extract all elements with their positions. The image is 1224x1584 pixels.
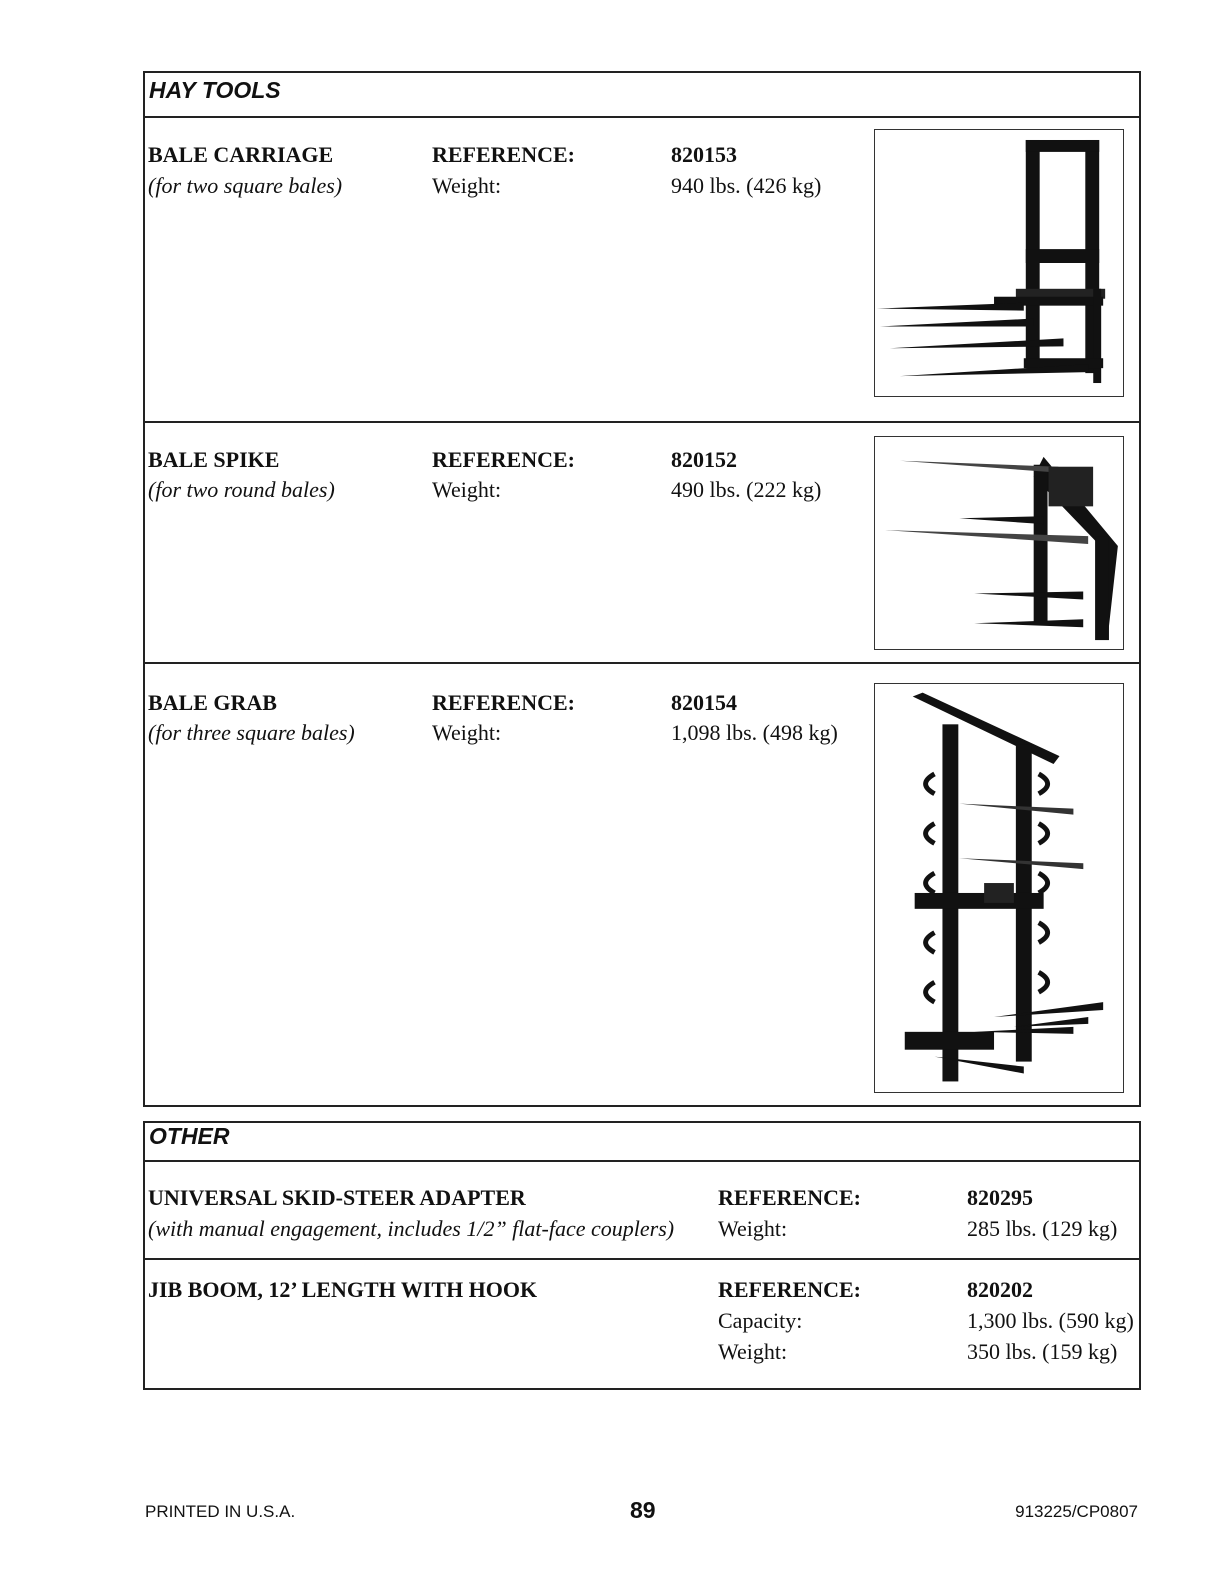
bale-carriage-weight-label: Weight:	[432, 173, 502, 198]
bale-grab-name: BALE GRAB	[148, 690, 277, 715]
bale-carriage-subtitle: (for two square bales)	[148, 173, 343, 198]
divider	[145, 421, 1139, 423]
bale-spike-ref-label: REFERENCE:	[432, 447, 576, 472]
bale-carriage-weight-value: 940 lbs. (426 kg)	[671, 173, 822, 198]
divider	[145, 662, 1139, 664]
other-section	[143, 1121, 1141, 1390]
bale-grab-ref-label: REFERENCE:	[432, 690, 576, 715]
divider	[145, 116, 1139, 118]
bale-grab-illustration	[875, 684, 1123, 1092]
footer-doc-code: 913225/CP0807	[1015, 1502, 1138, 1521]
page-number: 89	[630, 1497, 656, 1523]
divider	[145, 1160, 1139, 1162]
bale-grab-subtitle: (for three square bales)	[148, 720, 355, 745]
bale-spike-ref-value: 820152	[671, 447, 737, 472]
skid-steer-adapter-weight-label: Weight:	[718, 1216, 788, 1241]
bale-grab-weight-label: Weight:	[432, 720, 502, 745]
bale-carriage-ref-value: 820153	[671, 142, 737, 167]
skid-steer-adapter-weight-value: 285 lbs. (129 kg)	[967, 1216, 1118, 1241]
jib-boom-ref-value: 820202	[967, 1277, 1033, 1302]
jib-boom-weight-value: 350 lbs. (159 kg)	[967, 1339, 1118, 1364]
bale-carriage-name: BALE CARRIAGE	[148, 142, 334, 167]
footer-printed: PRINTED IN U.S.A.	[145, 1502, 296, 1521]
other-title: OTHER	[149, 1123, 230, 1149]
bale-spike-weight-value: 490 lbs. (222 kg)	[671, 477, 822, 502]
jib-boom-ref-label: REFERENCE:	[718, 1277, 862, 1302]
bale-spike-subtitle: (for two round bales)	[148, 477, 335, 502]
skid-steer-adapter-ref-label: REFERENCE:	[718, 1185, 862, 1210]
bale-spike-name: BALE SPIKE	[148, 447, 280, 472]
skid-steer-adapter-subtitle: (with manual engagement, includes 1/2” flat-face couplers)	[148, 1216, 675, 1241]
divider	[145, 1258, 1139, 1260]
skid-steer-adapter-ref-value: 820295	[967, 1185, 1033, 1210]
bale-grab-ref-value: 820154	[671, 690, 737, 715]
jib-boom-capacity-label: Capacity:	[718, 1308, 803, 1333]
bale-grab-weight-value: 1,098 lbs. (498 kg)	[671, 720, 838, 745]
jib-boom-capacity-value: 1,300 lbs. (590 kg)	[967, 1308, 1134, 1333]
jib-boom-name: JIB BOOM, 12’ LENGTH WITH HOOK	[148, 1277, 538, 1302]
jib-boom-weight-label: Weight:	[718, 1339, 788, 1364]
bale-carriage-image	[874, 129, 1124, 397]
bale-spike-image	[874, 436, 1124, 650]
skid-steer-adapter-name: UNIVERSAL SKID-STEER ADAPTER	[148, 1185, 526, 1210]
bale-carriage-ref-label: REFERENCE:	[432, 142, 576, 167]
bale-spike-illustration	[875, 437, 1123, 649]
hay-tools-section	[143, 71, 1141, 1107]
hay-tools-title: HAY TOOLS	[149, 77, 281, 103]
bale-carriage-illustration	[875, 130, 1123, 396]
bale-grab-image	[874, 683, 1124, 1093]
bale-spike-weight-label: Weight:	[432, 477, 502, 502]
